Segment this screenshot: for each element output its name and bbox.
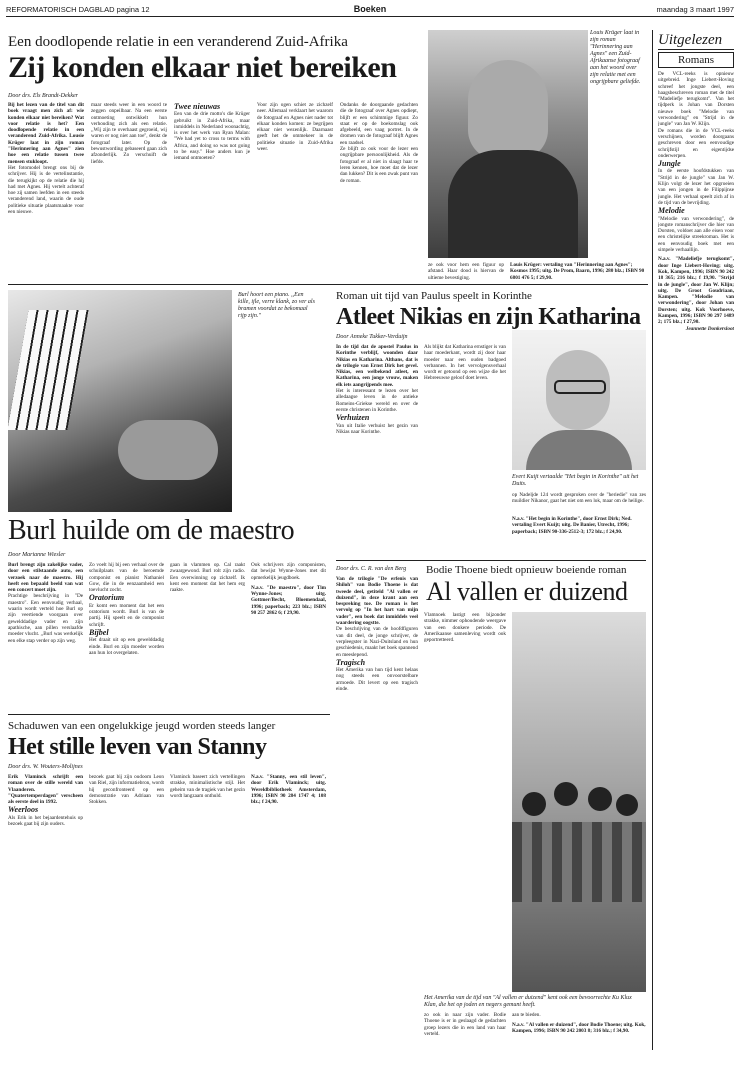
article5-headline: Het stille leven van Stanny: [8, 734, 267, 760]
divider: [336, 560, 646, 561]
sidebar-text-2: De romans die in de VCL-reeks verschijnen, worden doorgaans geschreven door een eenvoudige schrijfstijl en eigentijdse onderwerpen.: [658, 127, 734, 159]
article2-lead: Burl brengt zijn zakelijke vader, door een stilstaande auto, een verzoek naar de maestro. Hij heeft een bepaald beeld van wat een concert moet zijn.: [8, 562, 83, 594]
article5-column-3: [170, 774, 245, 1044]
article5-bibliography: N.a.v. "Stanny, een stil leven", door Erik Vlaminck; uitg. Wereldbibliotheek Amsterdam, 1996; ISBN 90 284 1747 4; 108 blz.; f 24,90.: [251, 774, 326, 806]
article5-text-3: Vlaminck baseert zich vertellingen strakke, minimalistische stijl. Het geheim van de tragiek van het gezin wordt langzaam onthuld.: [170, 774, 245, 799]
issue-date: maandag 3 maart 1997: [656, 5, 734, 14]
article1-text-2: maar steeds weer in een woord te zeggen onpeilbaar. Na een eerste ontmoeting ontwikkelt hun verhouding zich als een relatie. ,,Wij zijn te overhaast gegroeid, wij waren er nog niet aan toe'', denkt de fotograaf later. Op de bewustwording gebaseerd gaan zich afzonderlijk. Zo verschuift de liefde.: [91, 102, 167, 165]
photo-caption-kuijt: Evert Kuijt vertaalde "Het begin in Korinthe" uit het Duits.: [512, 474, 639, 487]
article1-text-3: Een van de drie motto's die Krüger gebruikt in Zuid-Afrika, maar inmiddels in Nederland woonachtig, is over het werk van Ryan Malan: "We had yet to cross to terms with Africa, and doing so was not going to be easy." Hoe anders kun je iemand ontmoeten?: [174, 111, 250, 162]
article5-text-1b: Als Erik in het bejaardentehuis op bezoek gaat bij zijn ouders.: [8, 814, 83, 828]
article5-column-1: [8, 774, 83, 1044]
article4-text-4: aan te bieden.: [512, 1012, 541, 1018]
article2-text-2b: Er komt een moment dat het een oratorium wordt. Burl is van de partij. Hij speelt en de componist schrijft.: [89, 602, 164, 628]
article2-text-3: gaan in vlammen op. Cal raakt zwaargewond. Burl rolt zijn radio. Een overwinning op zichzelf. Ik kent een moment dat het hem erg raakte.: [170, 562, 245, 594]
sidebar-section-romans: Romans: [658, 52, 734, 68]
article3-text-3: op Nadeljde 124 wordt gesproken over de "heriedie" van zes muildier Nikanor, gaat het niet om een lok, maar om de heilige.: [512, 492, 646, 505]
article2-text-2: Zo voelt hij bij een verhaal over de schuilplaats van de beroemde componist en pianist Nathaniel Gow, die in de eenzaamheid een toevlucht zocht.: [89, 562, 164, 594]
article2-subhead-1: Oratorium: [89, 593, 125, 603]
article2-headline: Burl huilde om de maestro: [8, 515, 295, 546]
burl-photo-caption: Burl hoort een piano. ,,Een kille, ijle, verre klank, zo ver als bramen voordat ze bekomaal rijp zijn.'': [238, 292, 315, 319]
article4-text-1b: De beschrijving van de hoofdfiguren van dit deel, de jonge schrijver, de verpleegster in Nazi-Duitsland en hun geschiedenis, maakt het boek spannend en meeslepend.: [336, 626, 418, 658]
article2-column-1: [8, 562, 83, 710]
sidebar-section-jungle: Jungle: [658, 159, 681, 169]
article1-lead: Bij het lezen van de titel van dit boek vraagt men zich af: wie konden elkaar niet bereiken? Wat voor relatie is het? Een doodlopende relatie in een veranderend Zuid-Afrika. Lousie Krüger laat in zijn roman "Herinnering aan Agnes" zien hoe een relatie tussen twee mensen stukloopt.: [8, 102, 84, 165]
divider: [8, 284, 648, 285]
article3-text-1b: Het is interessant te lezen over het alledaagse leven in de antieke Romeins-Griekse wereld en over de eerste christenen in Korinthe.: [336, 388, 418, 413]
article1-text-7: ze ook voor hem een figuur op afstand. Haar dood is hiervan de ultieme bevestiging.: [428, 262, 504, 281]
article2-text-2c: Het draait uit op een gewelddadig einde. Burl en zijn moeder worden aan hun lot overgelaten.: [89, 637, 164, 656]
article3-column-2: [424, 344, 506, 534]
article3-column-1: [336, 344, 418, 534]
article4-column-1: [336, 576, 418, 1002]
article2-text-1: Prachtige beschrijving in "De maestro". Een eenvoudig verhaal, waarin wordt verteld hoe Burl op zijn veertiende voorgaan over gewelddadige vader en zijn apathische, aan pillen verslaafde moeder vlucht. ,,Burl was werkelijk een elke stap verder op zijn weg.: [8, 593, 83, 644]
article1-text-5: Ondanks de doorgaande gedachten die de fotograaf over Agnes opdiept, blijft er een schimmige figuur. Zo staat er op de boekomslag ook afgebeeld, een vaag portret. In de dromen van de fotograaf blijft Agnes een raadsel.: [340, 102, 418, 146]
article2-column-3: [170, 562, 245, 710]
sidebar-text-1: De VCL-reeks is opnieuw uitgebreid. Inge Liebert-Hoving schreef het jongste deel, een haagsbeschreven roman met de titel "Madeliefje terugkomt". Van het tijdperk is Johan van Dorsten nieuwe boek "Melodie van verwondering" en "Strijd in de jungle" van Jan W. Klijn.: [658, 71, 734, 128]
article2-column-4: [251, 562, 326, 710]
article5-lead: Erik Vlaminck schrijft een roman over de stille wereld van Vlaanderen. "Quatertemperdagen" verscheen als eerste deel in 1992.: [8, 774, 83, 806]
article4-text-3: zo ook in naar zijn vader. Bodie Thoene is er in geslaagd de gedachten groep lezers die in een land van haar verteld.: [424, 1012, 506, 1037]
section-name: Boeken: [353, 4, 387, 14]
article1-text-6: Ze blijft zo ook voor de lezer een ongrijpbare persoonlijkheid. Als de fotograaf er al niet in slaagt haar te leren kennen, hoe moet dat de lezer dan lukken? Dit is een zwak punt van de roman.: [340, 146, 418, 184]
article4-column-3: [424, 1012, 506, 1042]
article4-lead: Van de trilogie "De erfenis van Shiloh" van Bodie Thoene is dat tweede deel, getiteld "Al vallen er duizend", in deze krant aan een bespreking toe. De roman is het vervolg op "In het hart van mijn vader", een boek dat inmiddels veel waardering oogstte.: [336, 576, 418, 627]
article3-text-1c: Van uit Italie verhuist het gezin van Nikias naar Korinthe.: [336, 422, 418, 435]
article2-subhead-2: Bijbel: [89, 627, 109, 637]
article1-column-4: [257, 102, 333, 280]
article3-text-2: Als blijkt dat Katharina ernstiger is van haar moederkant, wordt zij door haar moeder naar een ouden badgoed verbannen. In het vervolgensverhaal wordt er getoond op een wijze die het Hebreeuwse geloof doet leven.: [424, 344, 506, 382]
page-header: [6, 4, 734, 17]
divider: [8, 714, 330, 715]
photo-caption-kruger: Louis Krüger laat in zijn roman "Herinnering aan Agnes" een Zuid-Afrikaanse fotograaf aan het woord over zijn relatie met een ongrijpbare geliefde.: [590, 30, 641, 85]
article5-column-2: [89, 774, 164, 1044]
sidebar-text-3: In de eerste hoofdstukken van "Strijd in de jungle" van Jan W. Klijn volgt de lezer het opgroeien van een jongen in de Filippijnse jungle. Het verhaal speelt zich af in de tijd van de bevrijding.: [658, 168, 734, 206]
article3-headline: Atleet Nikias en zijn Katharina: [336, 304, 641, 330]
article4-column-4: [512, 1012, 646, 1022]
author-photo-kruger: [428, 30, 588, 258]
article2-bibliography: N.a.v. "De maestro", door Tim Wynne-Jones; uitg. Gottmer/Becht, Bloemendaal, 1996; paperback; 223 blz.; ISBN 90 257 2862 6; f 29,90.: [251, 584, 326, 617]
article4-column-2: [424, 612, 506, 1002]
article1-column-3: [174, 102, 250, 280]
article5-kicker: Schaduwen van een ongelukkige jeugd worden steeds langer: [8, 720, 276, 732]
article1-column-2: [91, 102, 167, 280]
article1-bibliography: Louis Krüger: vertaling van "Herinnering aan Agnes"; Kosmos 1995; uitg. De Prom, Baarn, 1996; 280 blz.; ISBN 90 6801 476 5; f 29,90.: [510, 262, 645, 281]
article2-byline: Door Marianne Wiesler: [8, 552, 66, 558]
article5-subhead: Weerloos: [8, 805, 39, 815]
sidebar-divider: [652, 30, 653, 1050]
sidebar-bibliography: N.a.v. "Madeliefje terugkomt", door Inge Liebert-Hoving; uitg. Kok, Kampen, 1996; ISBN 90 242 18 365; 216 blz.; f 19,90. "Strijd in de jungle", door Jan W. Klijn; uitg. De Groot Goudriaan, Kampen. "Melodie van verwondering", door Johan van Dorsten; uitg. Kok Voorhoeve, Kampen, 1996; ISBN 90 297 1489 2; 175 blz.; f 27,90.: [658, 256, 734, 326]
article5-byline: Door drs. W. Wouters-Molijnes: [8, 764, 83, 770]
article5-text-2: bezoek gaat bij zijn oudoom Leon van Riel, zijn informatiebron, wordt hij geconfronteerd op een demonstratie van Adriaan van Stokken.: [89, 774, 164, 806]
article4-subhead: Tragisch: [336, 657, 366, 667]
sidebar-text-4: "Melodie van verwondering", de jongste romanschrijver die hier van Dorsten, voldoet aan alle eisen voor een christelijke streekroman. Het is een eenvoudig boek met een simpele verhaallijn.: [658, 215, 734, 254]
article1-text-1: Het fotomodel brengt ons bij de schrijver. Hij is de vertelinstantie, die terugkijkt op de relatie die hij had met Agnes. Hij vertelt achteraf hoe zij samen leefden in een steeds veranderend land, waarin de oude politieke situatie plaatsmaakte voor een nieuwe.: [8, 164, 84, 216]
article3-byline: Door Anneke Tukker-Verduijn: [336, 334, 408, 340]
article4-kicker: Bodie Thoene biedt opnieuw boeiende roman: [426, 564, 627, 576]
article3-column-3: [512, 492, 646, 516]
article4-text-1c: Het Amerika van hun tijd kent helaas nog steeds een onvoorstelbare armoede. Dit levert op een tragisch einde.: [336, 667, 418, 693]
article1-column-6: [428, 262, 504, 282]
photo-caption-children: Het Amerika van de tijd van "Al vallen er duizend" kent ook een bevoorrechte Ku Klux Klan, die het op joden en negers gemunt heeft.: [424, 995, 632, 1008]
article3-lead: In de tijd dat de apostel Paulus in Korinthe verblijf, woonden daar Nikias en Katharina. Althans, dat is de trilogie van Ernst Dirk het gevel. Nikias, een welbekend atleet, en Katharina, een jonge vrouw, maken elk iets aangrijpends mee.: [336, 344, 418, 388]
sidebar-author: Jeannette Donkersloot: [685, 325, 734, 332]
article4-text-2: Vlamnoek lastigt een bijzonder strakke, nimmer ophoudende weergave van een donkere periode. De Amerikaanse samenleving wordt ook geportretteerd.: [424, 612, 506, 644]
article1-kicker: Een doodlopende relatie in een veranderend Zuid-Afrika: [8, 34, 348, 50]
newspaper-name: REFORMATORISCH DAGBLAD pagina 12: [6, 5, 150, 14]
article1-headline: Zij konden elkaar niet bereiken: [8, 51, 397, 84]
article3-bibliography: N.a.v. "Het begin in Korinthe", door Ernst Dirk; Ned. vertaling Evert Kuijt; uitg. De Banier, Utrecht, 1996; paperback; ISBN 90-336-2512-3; 172 blz.; f 24,90.: [512, 516, 632, 535]
article2-text-4: Ook schrijvers zijn componisten, dat bewijst Wynne-Jones met dit opmerkelijk jeugdboek.: [251, 562, 326, 581]
author-photo-kuijt: [512, 330, 646, 470]
article5-column-4: [251, 774, 326, 1044]
article3-subhead: Verhuizen: [336, 413, 370, 423]
article4-bibliography: N.a.v. "Al vallen er duizend", door Bodie Thoene; uitg. Kok, Kampen, 1996; ISBN 90 242 2003 8; 316 blz.; f 34,90.: [512, 1022, 646, 1035]
piano-hands-photo: [8, 290, 232, 512]
sidebar-content: [658, 52, 734, 1048]
sidebar-section-melodie: Melodie: [658, 206, 685, 216]
sidebar-title: Uitgelezen: [658, 32, 734, 50]
article4-headline: Al vallen er duizend: [426, 577, 628, 606]
article1-text-4: Voor zijn ogen schiet ze zichzelf neer. Allemaal verklaart het waarom de fotograaf en Agnes niet nader tot elkaar konden komen: ze begrijpen elkaar niet wezenlijk. Daarnaast geeft het de ommekeer in de politieke situatie in Zuid-Afrika weer.: [257, 102, 333, 153]
article1-byline: Door drs. Els Brandt-Dekker: [8, 93, 78, 99]
article3-kicker: Roman uit tijd van Paulus speelt in Korinthe: [336, 290, 532, 302]
article1-column-1: [8, 102, 84, 280]
article4-byline: Door drs. C. R. van den Berg: [336, 566, 407, 572]
article2-column-2: [89, 562, 164, 710]
children-photo: [512, 612, 646, 992]
article1-subhead: Twee nieuwas: [174, 102, 221, 111]
article1-column-5: [340, 102, 418, 280]
